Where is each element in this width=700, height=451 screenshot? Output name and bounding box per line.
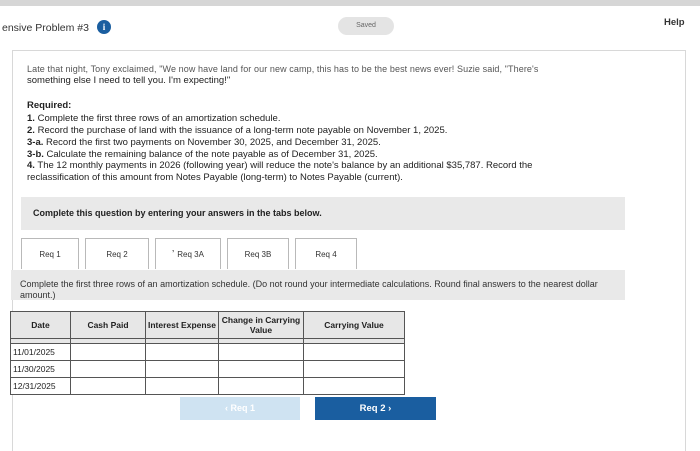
table-row xyxy=(11,361,405,378)
requirement-num: 2. xyxy=(27,125,35,136)
tab-label: Req 3A xyxy=(177,250,204,259)
saved-status-badge: Saved xyxy=(338,17,394,35)
col-header-date: Date xyxy=(11,312,71,339)
requirement-text: Complete the first three rows of an amortization schedule. xyxy=(37,113,281,124)
date-cell: 11/30/2025 xyxy=(11,361,71,378)
requirement-text: Record the first two payments on November 30, 2025, and December 31, 2025. xyxy=(46,137,381,148)
cash-paid-input[interactable] xyxy=(71,361,146,378)
requirement-text: Record the purchase of land with the issuance of a long-term note payable on November 1, 2025. xyxy=(37,125,448,136)
required-heading: Required: xyxy=(27,100,72,111)
tab-label: Req 4 xyxy=(315,250,337,259)
prev-req-button[interactable] xyxy=(180,397,300,420)
tab-req-3a[interactable] xyxy=(155,238,221,269)
requirement-3b xyxy=(27,149,378,160)
interest-expense-input[interactable] xyxy=(146,361,219,378)
info-icon[interactable]: i xyxy=(97,20,111,34)
cash-paid-input[interactable] xyxy=(71,378,146,395)
col-header-carrying-value: Carrying Value xyxy=(304,312,405,339)
next-req-label: Req 2 xyxy=(359,403,386,414)
help-link[interactable]: Help xyxy=(664,17,685,28)
change-in-carrying-value-input[interactable] xyxy=(219,361,304,378)
amortization-table xyxy=(10,311,405,395)
col-header-cash-paid: Cash Paid xyxy=(71,312,146,339)
tab-req-1[interactable] xyxy=(21,238,79,269)
answered-marker-icon: ’ xyxy=(172,249,175,260)
table-row xyxy=(11,378,405,395)
requirement-4-continued: reclassification of this amount from Notes Payable (long-term) to Notes Payable (current). xyxy=(27,172,403,183)
tab-req-4[interactable] xyxy=(295,238,357,269)
browser-url-strip xyxy=(0,0,700,6)
requirement-num: 3-a. xyxy=(27,137,44,148)
change-in-carrying-value-input[interactable] xyxy=(219,344,304,361)
requirement-4 xyxy=(27,160,532,171)
col-header-change-in-carrying-value: Change in Carrying Value xyxy=(219,312,304,339)
interest-expense-input[interactable] xyxy=(146,378,219,395)
chevron-left-icon: ‹ xyxy=(224,403,228,413)
table-row xyxy=(11,344,405,361)
table-header-row xyxy=(11,312,405,339)
carrying-value-input[interactable] xyxy=(304,378,405,395)
problem-title: ensive Problem #3 xyxy=(2,22,89,34)
tab-label: Req 3B xyxy=(244,250,272,259)
requirement-num: 1. xyxy=(27,113,35,124)
change-in-carrying-value-input[interactable] xyxy=(219,378,304,395)
requirement-num: 4. xyxy=(27,160,35,171)
req-instruction: Complete the first three rows of an amortization schedule. (Do not round your intermediate calculations. Round final answers to the nearest dollar amount.) xyxy=(20,279,598,300)
requirement-text: Calculate the remaining balance of the note payable as of December 31, 2025. xyxy=(46,149,378,160)
tab-label: Req 1 xyxy=(39,250,61,259)
problem-text-clipped: Late that night, Tony exclaimed, "We now have land for our new camp, this has to be the best news ever! Suzie said, "There's xyxy=(27,64,539,74)
requirement-num: 3-b. xyxy=(27,149,44,160)
tab-req-2[interactable] xyxy=(85,238,149,269)
requirement-text: The 12 monthly payments in 2026 (following year) will reduce the note's balance by an additional $35,787. Record the xyxy=(37,160,533,171)
tab-label: Req 2 xyxy=(106,250,128,259)
requirement-1 xyxy=(27,113,280,124)
cash-paid-input[interactable] xyxy=(71,344,146,361)
problem-text-quote: something else I need to tell you. I'm expecting!" xyxy=(27,75,231,86)
tab-req-3b[interactable] xyxy=(227,238,289,269)
chevron-right-icon: › xyxy=(388,403,392,414)
interest-expense-input[interactable] xyxy=(146,344,219,361)
requirement-3a xyxy=(27,137,381,148)
prev-req-label: Req 1 xyxy=(230,403,256,413)
instruction-banner: Complete this question by entering your answers in the tabs below. xyxy=(21,197,625,230)
requirement-2 xyxy=(27,125,447,136)
next-req-button[interactable] xyxy=(315,397,436,420)
col-header-interest-expense: Interest Expense xyxy=(146,312,219,339)
date-cell: 11/01/2025 xyxy=(11,344,71,361)
date-cell: 12/31/2025 xyxy=(11,378,71,395)
carrying-value-input[interactable] xyxy=(304,344,405,361)
carrying-value-input[interactable] xyxy=(304,361,405,378)
